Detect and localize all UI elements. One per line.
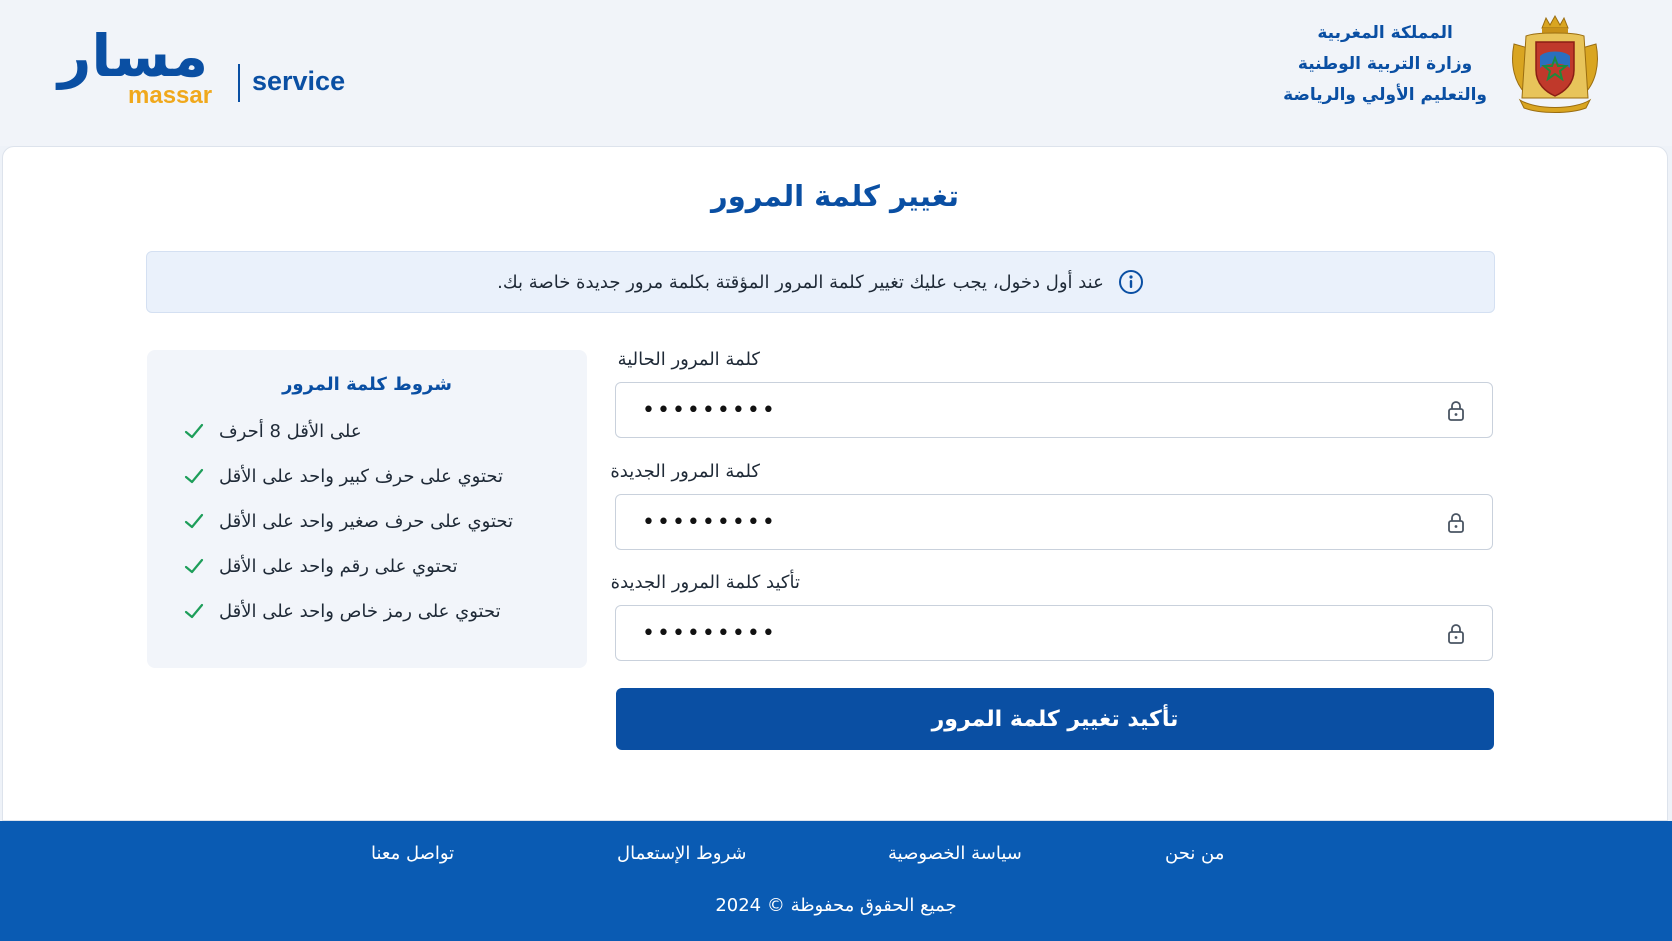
new-password-input[interactable] <box>616 495 1492 549</box>
confirm-password-label: تأكيد كلمة المرور الجديدة <box>610 572 800 593</box>
first-login-notice <box>146 251 1495 313</box>
rule-text: تحتوي على حرف صغير واحد على الأقل <box>219 510 514 532</box>
footer-link-about[interactable]: من نحن <box>1165 843 1225 864</box>
rule-item <box>183 506 513 536</box>
rule-text: تحتوي على رقم واحد على الأقل <box>219 555 458 577</box>
rule-item <box>183 551 458 581</box>
confirm-change-password-button[interactable]: تأكيد تغيير كلمة المرور <box>616 688 1494 750</box>
morocco-coat-of-arms-icon <box>1506 14 1604 114</box>
logo-latin-text: massar <box>128 82 213 109</box>
footer-link-contact[interactable]: تواصل معنا <box>371 843 455 864</box>
site-footer <box>0 821 1672 941</box>
check-icon <box>183 465 205 487</box>
check-icon <box>183 420 205 442</box>
page-title: تغيير كلمة المرور <box>711 179 959 213</box>
logo-divider <box>238 64 240 102</box>
change-password-card <box>2 146 1668 821</box>
ministry-line-1: المملكة المغربية <box>1317 23 1453 43</box>
rule-item <box>183 596 501 626</box>
confirm-password-input[interactable] <box>616 606 1492 660</box>
rule-text: تحتوي على حرف كبير واحد على الأقل <box>219 465 504 487</box>
logo-arabic-text: مسار <box>58 22 209 90</box>
rule-item <box>183 416 362 446</box>
new-password-field[interactable] <box>615 494 1493 550</box>
current-password-label: كلمة المرور الحالية <box>617 349 760 370</box>
info-icon <box>1118 269 1144 295</box>
rule-text: على الأقل 8 أحرف <box>219 420 362 442</box>
footer-link-privacy[interactable]: سياسة الخصوصية <box>888 843 1022 864</box>
new-password-label: كلمة المرور الجديدة <box>610 461 760 482</box>
copyright-text: جميع الحقوق محفوظة © 2024 <box>715 895 957 916</box>
rule-text: تحتوي على رمز خاص واحد على الأقل <box>219 600 501 622</box>
password-rules-title: شروط كلمة المرور <box>282 374 452 395</box>
logo-service-text: service <box>252 66 346 96</box>
notice-text: عند أول دخول، يجب عليك تغيير كلمة المرور المؤقتة بكلمة مرور جديدة خاصة بك. <box>497 271 1104 293</box>
lock-icon <box>1444 399 1468 423</box>
ministry-name <box>1283 18 1487 111</box>
lock-icon <box>1444 511 1468 535</box>
current-password-input[interactable] <box>616 383 1492 437</box>
footer-link-terms[interactable]: شروط الإستعمال <box>617 843 747 864</box>
check-icon <box>183 510 205 532</box>
lock-icon <box>1444 622 1468 646</box>
confirm-password-field[interactable] <box>615 605 1493 661</box>
rule-item <box>183 461 503 491</box>
massar-logo[interactable] <box>58 22 358 112</box>
ministry-line-3: والتعليم الأولي والرياضة <box>1283 85 1487 105</box>
site-header <box>0 0 1672 146</box>
check-icon <box>183 600 205 622</box>
password-rules-panel <box>147 350 587 668</box>
check-icon <box>183 555 205 577</box>
current-password-field[interactable] <box>615 382 1493 438</box>
ministry-line-2: وزارة التربية الوطنية <box>1297 54 1473 74</box>
